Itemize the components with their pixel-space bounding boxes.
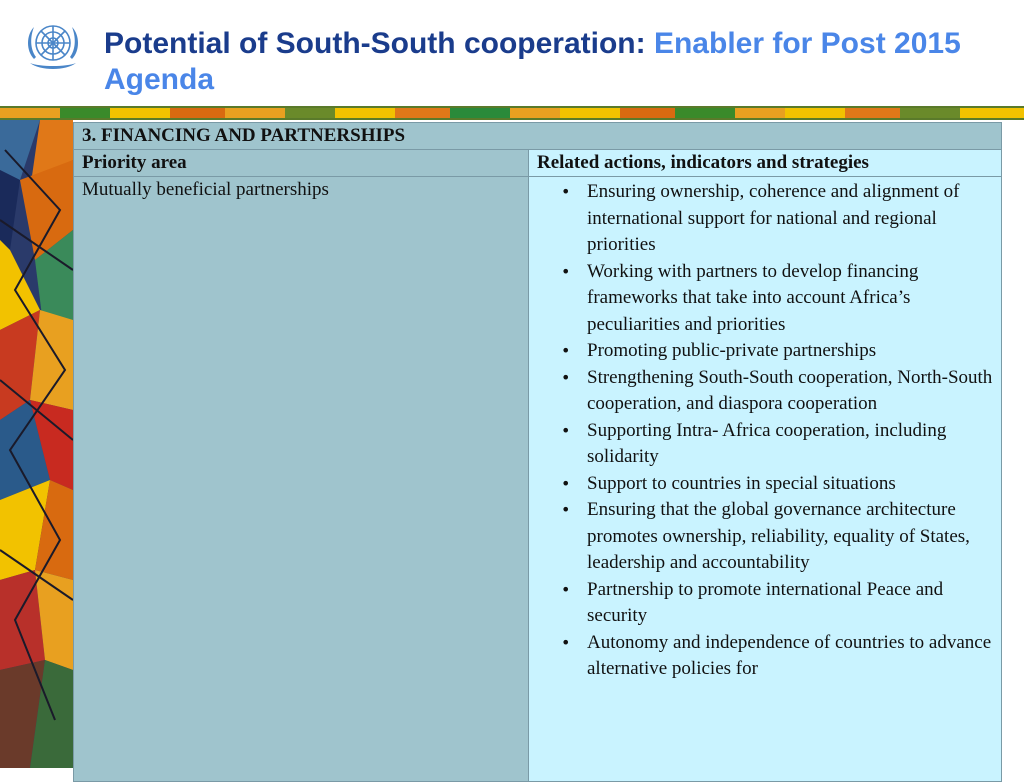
list-item: • Support to countries in special situations (587, 471, 993, 498)
column-header-priority: Priority area (74, 150, 529, 177)
page-title (104, 26, 1014, 98)
title-main: Potential of South-South cooperation: (104, 27, 646, 60)
section-title: 3. FINANCING AND PARTNERSHIPS (74, 123, 1002, 150)
section-row (74, 123, 1002, 150)
list-item: • Strengthening South-South cooperation, North-South cooperation, and diaspora cooperation (587, 365, 993, 418)
actions-list (537, 179, 993, 683)
financing-table (73, 122, 1002, 782)
un-emblem-icon (20, 19, 86, 75)
column-header-actions: Related actions, indicators and strategies (529, 150, 1002, 177)
priority-area-cell: Mutually beneficial partnerships (74, 177, 529, 782)
stained-glass-artwork (0, 120, 73, 768)
list-item: • Working with partners to develop financing frameworks that take into account Africa’s peculiarities and priorities (587, 259, 993, 339)
table-row (74, 177, 1002, 782)
list-item: • Ensuring that the global governance architecture promotes ownership, reliability, equality of States, leadership and accountability (587, 497, 993, 577)
list-item: • Supporting Intra- Africa cooperation, including solidarity (587, 418, 993, 471)
actions-cell (529, 177, 1002, 782)
list-item: • Promoting public-private partnerships (587, 338, 993, 365)
decorative-stripe (0, 106, 1024, 120)
title-accent: Enabler for Post 2015 Agenda (104, 27, 961, 96)
header-row (74, 150, 1002, 177)
list-item: • Autonomy and independence of countries to advance alternative policies for (587, 630, 993, 683)
list-item: • Ensuring ownership, coherence and alignment of international support for national and regional priorities (587, 179, 993, 259)
list-item: • Partnership to promote international Peace and security (587, 577, 993, 630)
slide-header (0, 0, 1024, 106)
